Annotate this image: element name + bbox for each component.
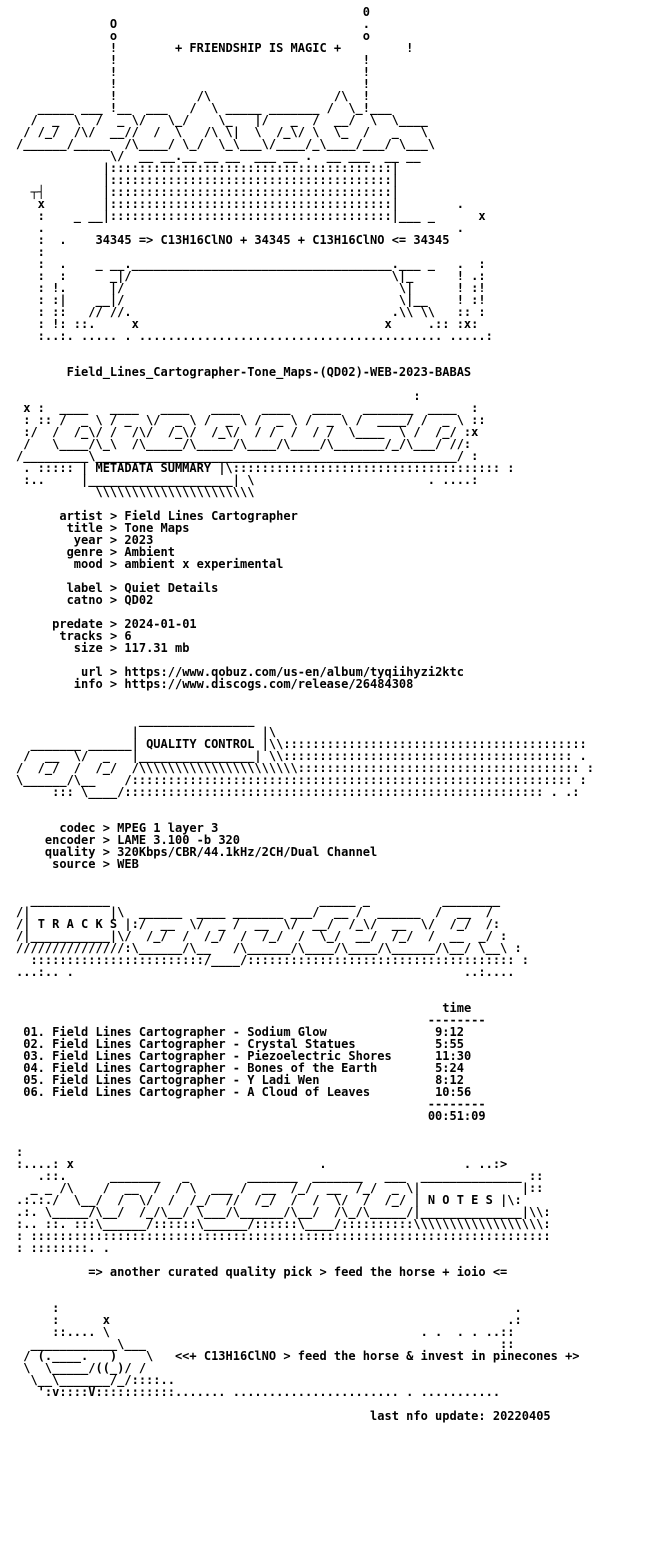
- top-ascii-art: 0 O . o o ! + FRIENDSHIP IS MAGIC + ! ! ! ! ! ! ! ! /\ /\ ! _____ ___ !__ ___ / \ _____ _______ / \_!___ / _ \ / _ \/ \_/ \_ |/ _ / __/ \ \____ / /_/ /\/ __// / \ /\ \| \ /_\/ \ \_ / _ \ /______/_____ /\____/ \_/ \_\___\/____/_\____/___/ \___\ \/ __ __.__ __ __ ___ __ . __ ___ __ __ |:::::::::::::::::::::::::::::::::::::::| |:::::::::::::::::::::::::::::::::::::::| ┬┤ |:::::::::::::::::::::::::::::::::::::::| x |:::::::::::::::::::::::::::::::::::::::| . : _ __|:::::::::::::::::::::::::::::::::::::::|___ _ x . .: [16, 5, 486, 235]
- meta-value-title: Tone Maps: [124, 521, 190, 535]
- nfo-document: 0 O . o o ! + FRIENDSHIP IS MAGIC + ! ! ! ! ! ! ! ! /\ /\ ! _____ ___ !__ ___ / \ _____ _______ / \_!___ / _ \ / _ \/ \_/ \_ |/ _ / __/ \ \____ / /_/ /\/ __// / \ /\ \| \ /_\/ \ \_ / _ \ /______/_____ /\____/ \_/ \_\___\/____/_\____/___/ \___\ \/ __ __.__ __ __ ___ __ . __ ___ __ __ |:::::::::::::::::::::::::::::::::::::::| |:::::::::::::::::::::::::::::::::::::::| ┬┤ |:::::::::::::::::::::::::::::::::::::::| x |:::::::::::::::::::::::::::::::::::::::| . : _ __|:::::::::::::::::::::::::::::::::::::::|___ _ x . . : . 34345 => C13H16ClNO + 34345 + C13H16ClNO <= 34345 : : . _ __.____________________________________.___ _ . : : : _|/ \|_ ! .: : !. |/ \| ! :! : :| __|/ \|__ ! :! : :: // //. .\\ \\ :: : : !: ::. x x .:: :x: :..:. ..... . .......................................... .....: Field_Lines_Cartographer-Tone_Maps-(QD02)-WEB-2023-BABAS : x : ____ ____ ____ ____ ____ ____ _______ ____ : : :: / _ \ / _ \/ _ \ / _ \ / _ \ / _ \ / ____/ / _ \ :: :/ / /_\/ / /\/ /_\/ /_\/ / / / / / \____ \ / /_/ :x / \____/\_\ /\_____/\_____/\____/\____/\_______/_/\___/ //: /_________\__________________________________________________/ : . ::::: | METADATA SUMMARY |\::::::::::::::::::::::::::::::::::::: : :.. |____________________| \ . ....: \\\\\\\\\\\\\\\\\\\\\\ artist > Field Lines Cartographer title > Tone Maps year > 2023 genre > Ambient mood > ambient x experimental label > Quiet Details catno > QD02 predate > 2024-01-01 tracks > 6 size > 117.31 mb url > https://www.qobuz.com/us-en/album/tyqiihyzi2ktc info > https://www.discogs.com/release/26484308 ________________ | |\ _______ ______| QUALITY CONTROL |\\:::::::::::::::::::::::::::::::::::::::::: / __ \/ _ |________________| \\:::::::::::::::::::::::::::::::::::::::: . / /_/ / /_/ /\\\\\\\\\\\\\\\\\\\\\\::::::::::::::::::::::::::::::::::::::: : \______/\__ /::::::::::::::::::::::::::::::::::::::::::::::::::::::::::::: : ::: \____/:::::::::::::::::::::::::::::::::::::::::::::::::::::::::: . .: codec > MPEG 1 layer 3 encoder > LAME 3.100 -b 320 quality > 320Kbps/CBR/44.1kHz/2CH/Dual Channel source > WEB ___________ _____ _ ________ /| |\ ______ ____ _______ ___/ __ / ______ / __ / /| T R A C K S |:/ __ \/ _ / __ \/ __/ /_\/ __ \/ /_/ /: /|___________|\/ /_/ / /_/ / /_/ / \_/ __/ /_/ / __ _/ : ///////////////:\______/\__ /\______/\____/\____/\______/\__/ \__\ : ::::::::::::::::::::::::/____/::::::::::::::::::::::::::::::::::::: : ...:.. . ..:.... time -------- 01. Field Lines Cartographer - Sodium Glow 9:12 02. Field Lines Cartographer - Crystal Statues 5:55 03. Field Lines Cartographer - Piezoelectric Shores 11:30 04. Field Lines Cartographer - Bones of the Earth 5:24 05. Field Lines Cartographer - Y Ladi Wen 8:12 06. Field Lines Cartographer - A Cloud of Leaves 10:56 -------- 00:51:09 : :....: x . . ..:> .::. _______ _ _______ _______ ___ ______________ :: _ _ /\ / __ / / \ ___ / __ /_/ __ /_/ _ \| |:: .:.:./ \__/ / \/ / /_/ // /_/ / / \/ / /_/ | N O T E S |\: .:. \_____/\__/ /_/\__/ \___/\______/\__/ /\_/\_____/|______________|\\: :.. ::. :::\______/::::::\______/::::::\____/::::::::::\\\\\\\\\\\\\\\\\\: : :::::::::::::::::::::::::::::::::::::::::::::::::::::::::::::::::::::::: : ::::::::. . => another curated quality pick > feed the horse + ioio <= : . : x .: ::.... \ . . . . ..:: ____________\___ :: / (.____. ) \ <<+ C13H16ClNO > feed the horse & invest in pinecones +> \ \_____/((_)/ / \__\_______/_/::::.. ':v::::V:::::::::::....... ....................... . ........... last nfo update: 20220405: [16, 5, 594, 1423]
- track-3-time: 11:30: [435, 1049, 472, 1063]
- meta-value-info[interactable]: https://www.discogs.com/release/26484308: [124, 677, 414, 691]
- track-3-name: Field Lines Cartographer - Piezoelectric Shores: [52, 1049, 392, 1063]
- meta-value-mood: ambient x experimental: [124, 557, 284, 571]
- footer-slogan: <<+ C13H16ClNO > feed the horse & invest in pinecones +>: [174, 1349, 580, 1363]
- meta-key-genre: genre: [66, 545, 103, 559]
- meta-key-info: info: [73, 677, 103, 691]
- section-tracks-title: T R A C K S: [37, 917, 118, 931]
- section-quality-title: QUALITY CONTROL: [146, 737, 255, 751]
- total-time: 00:51:09: [427, 1109, 486, 1123]
- quality-key-codec: codec: [59, 821, 96, 835]
- meta-value-genre: Ambient: [124, 545, 175, 559]
- track-5-name: Field Lines Cartographer - Y Ladi Wen: [52, 1073, 320, 1087]
- track-4-time: 5:24: [435, 1061, 464, 1075]
- section-notes-title: N O T E S: [427, 1193, 493, 1207]
- meta-value-predate: 2024-01-01: [124, 617, 197, 631]
- last-update-label: last nfo update:: [370, 1409, 486, 1423]
- footer-art: : . : x .: ::.... \ . . . . ..:: ____________\___ :: / (.____. ) \: [23, 1301, 522, 1363]
- track-4-name: Field Lines Cartographer - Bones of the Earth: [52, 1061, 378, 1075]
- track-6-num: 06.: [23, 1085, 45, 1099]
- meta-key-catno: catno: [66, 593, 103, 607]
- tracks-banner-art: ___________ _____ _ ________ /| |\ ______ ____ _______ ___/ __ / ______ / __ / /|: [16, 893, 501, 931]
- meta-key-label: label: [66, 581, 103, 595]
- release-name: Field_Lines_Cartographer-Tone_Maps-(QD02)-WEB-2023-BABAS: [66, 365, 472, 379]
- meta-value-url[interactable]: https://www.qobuz.com/us-en/album/tyqiihyzi2ktc: [124, 665, 464, 679]
- metadata-banner-art: : x : ____ ____ ____ ____ ____ ____ _______ ____ : : :: / _ \ / _ \/ _ \ / _ \ / _ \ / _ \ / ____/ / _ \ :: :/ / /_\/ / /\/ /_\/ /_\/ / / / / / \____ \ / /_/ :x / \____/\_\ /\_____/\_____/\____/\____/\_______/_/\___/ //: /_________\__________________________________________________/ : . ::::: |: [16, 389, 486, 475]
- meta-key-size: size: [73, 641, 103, 655]
- notes-banner-art: : :....: x . . ..:> .::. _______ _ _______ _______ ___ ______________ :: _ _ /\ / __ / / \ ___ / __ /_/ __ /_/ _ \| |:: .:.:./ \__/ / \/ / /_/ // /_/ / / \/ / /_/ |: [16, 1145, 544, 1207]
- track-4-num: 04.: [23, 1061, 45, 1075]
- track-5-num: 05.: [23, 1073, 45, 1087]
- track-1-name: Field Lines Cartographer - Sodium Glow: [52, 1025, 327, 1039]
- track-6-time: 10:56: [435, 1085, 472, 1099]
- meta-key-title: title: [66, 521, 103, 535]
- quality-key-encoder: encoder: [44, 833, 96, 847]
- meta-key-year: year: [73, 533, 103, 547]
- meta-value-label: Quiet Details: [124, 581, 219, 595]
- track-1-time: 9:12: [435, 1025, 464, 1039]
- track-2-num: 02.: [23, 1037, 45, 1051]
- meta-value-year: 2023: [124, 533, 154, 547]
- meta-key-tracks: tracks: [59, 629, 103, 643]
- meta-key-predate: predate: [52, 617, 103, 631]
- quality-value-encoder: LAME 3.100 -b 320: [117, 833, 240, 847]
- meta-value-tracks: 6: [124, 629, 132, 643]
- quality-value-quality: 320Kbps/CBR/44.1kHz/2CH/Dual Channel: [117, 845, 378, 859]
- tagline: + FRIENDSHIP IS MAGIC +: [174, 41, 342, 55]
- meta-value-catno: QD02: [124, 593, 154, 607]
- metadata-block: artist > Field Lines Cartographer title > Tone Maps year > 2023 genre > Ambient mood > ambient x experimental label > Quiet Details catno > QD02 predate > 2024-01-01 tracks > 6 size > 117.31 mb url > https://www.qobuz.com/us-en/album/tyqiihyzi2ktc info > https://www.discogs.com/release/26484308: [52, 509, 464, 691]
- section-metadata-title: METADATA SUMMARY: [95, 461, 212, 475]
- meta-key-url: url: [81, 665, 103, 679]
- formula: 34345 => C13H16ClNO + 34345 + C13H16ClNO <= 34345: [95, 233, 450, 247]
- track-3-num: 03.: [23, 1049, 45, 1063]
- track-1-num: 01.: [23, 1025, 45, 1039]
- last-update-date: 20220405: [492, 1409, 551, 1423]
- quality-key-source: source: [52, 857, 96, 871]
- notes-text: => another curated quality pick > feed the horse + ioio <=: [88, 1265, 508, 1279]
- quality-key-quality: quality: [44, 845, 96, 859]
- meta-key-artist: artist: [59, 509, 103, 523]
- quality-value-codec: MPEG 1 layer 3: [117, 821, 219, 835]
- track-6-name: Field Lines Cartographer - A Cloud of Leaves: [52, 1085, 371, 1099]
- track-5-time: 8:12: [435, 1073, 464, 1087]
- meta-key-mood: mood: [73, 557, 103, 571]
- track-2-name: Field Lines Cartographer - Crystal Statues: [52, 1037, 356, 1051]
- time-header: time: [442, 1001, 472, 1015]
- track-2-time: 5:55: [435, 1037, 464, 1051]
- meta-value-artist: Field Lines Cartographer: [124, 509, 298, 523]
- quality-banner-art: ________________ | |\ _______ ______|: [30, 713, 277, 751]
- meta-value-size: 117.31 mb: [124, 641, 190, 655]
- quality-value-source: WEB: [117, 857, 139, 871]
